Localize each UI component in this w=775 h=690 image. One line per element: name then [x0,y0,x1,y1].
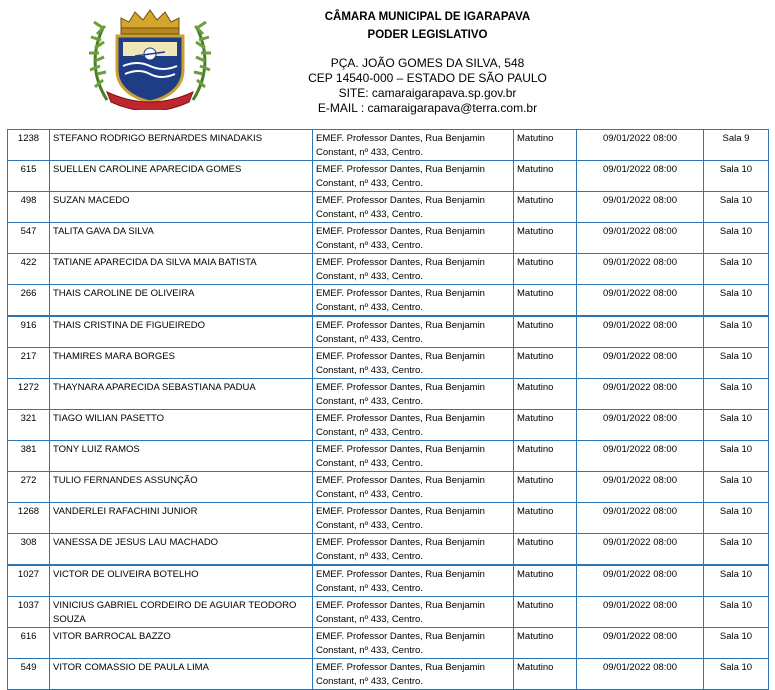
table-row [8,130,769,161]
room-cell: Sala 10 [704,192,769,223]
candidate-name-cell: SUELLEN CAROLINE APARECIDA GOMES [50,161,313,192]
exam-location-cell: EMEF. Professor Dantes, Rua Benjamin Constant, nº 433, Centro. [313,379,514,410]
room-cell: Sala 10 [704,285,769,317]
candidate-name-cell: THAYNARA APARECIDA SEBASTIANA PADUA [50,379,313,410]
exam-datetime-cell: 09/01/2022 08:00 [577,379,704,410]
exam-datetime-cell: 09/01/2022 08:00 [577,254,704,285]
site-line: SITE: camaraigarapava.sp.gov.br [338,86,517,100]
exam-location-cell: EMEF. Professor Dantes, Rua Benjamin Constant, nº 433, Centro. [313,534,514,566]
table-row [8,565,769,597]
shift-cell: Matutino [514,130,577,161]
candidate-id-cell: 547 [8,223,50,254]
table-row [8,503,769,534]
candidate-name-cell: THAMIRES MARA BORGES [50,348,313,379]
table-row [8,161,769,192]
shift-cell: Matutino [514,565,577,597]
shift-cell: Matutino [514,534,577,566]
candidate-id-cell: 422 [8,254,50,285]
candidate-id-cell: 1027 [8,565,50,597]
table-row [8,410,769,441]
exam-datetime-cell: 09/01/2022 08:00 [577,597,704,628]
table-row [8,192,769,223]
table-row [8,379,769,410]
room-cell: Sala 10 [704,472,769,503]
exam-datetime-cell: 09/01/2022 08:00 [577,410,704,441]
exam-datetime-cell: 09/01/2022 08:00 [577,441,704,472]
exam-datetime-cell: 09/01/2022 08:00 [577,130,704,161]
shift-cell: Matutino [514,472,577,503]
candidate-name-cell: VITOR COMASSIO DE PAULA LIMA [50,659,313,690]
shift-cell: Matutino [514,316,577,348]
candidate-id-cell: 321 [8,410,50,441]
table-row [8,534,769,566]
candidate-id-cell: 308 [8,534,50,566]
exam-location-cell: EMEF. Professor Dantes, Rua Benjamin Constant, nº 433, Centro. [313,565,514,597]
room-cell: Sala 10 [704,161,769,192]
candidate-id-cell: 498 [8,192,50,223]
exam-datetime-cell: 09/01/2022 08:00 [577,192,704,223]
exam-location-cell: EMEF. Professor Dantes, Rua Benjamin Constant, nº 433, Centro. [313,192,514,223]
exam-datetime-cell: 09/01/2022 08:00 [577,285,704,317]
exam-location-cell: EMEF. Professor Dantes, Rua Benjamin Constant, nº 433, Centro. [313,223,514,254]
candidate-name-cell: THAIS CRISTINA DE FIGUEIREDO [50,316,313,348]
exam-datetime-cell: 09/01/2022 08:00 [577,565,704,597]
candidate-name-cell: VICTOR DE OLIVEIRA BOTELHO [50,565,313,597]
shift-cell: Matutino [514,285,577,317]
candidate-id-cell: 1268 [8,503,50,534]
table-row [8,659,769,690]
shift-cell: Matutino [514,597,577,628]
candidate-id-cell: 217 [8,348,50,379]
exam-location-cell: EMEF. Professor Dantes, Rua Benjamin Constant, nº 433, Centro. [313,503,514,534]
exam-datetime-cell: 09/01/2022 08:00 [577,223,704,254]
candidate-name-cell: TALITA GAVA DA SILVA [50,223,313,254]
address-line: PÇA. JOÃO GOMES DA SILVA, 548 [330,56,525,70]
table-row [8,472,769,503]
candidate-name-cell: TONY LUIZ RAMOS [50,441,313,472]
exam-location-cell: EMEF. Professor Dantes, Rua Benjamin Constant, nº 433, Centro. [313,254,514,285]
candidate-id-cell: 1238 [8,130,50,161]
cep-line: CEP 14540-000 – ESTADO DE SÃO PAULO [308,71,547,85]
candidate-id-cell: 1037 [8,597,50,628]
shift-cell: Matutino [514,503,577,534]
candidate-name-cell: VANDERLEI RAFACHINI JUNIOR [50,503,313,534]
candidate-name-cell: VINICIUS GABRIEL CORDEIRO DE AGUIAR TEODORO SOUZA [50,597,313,628]
room-cell: Sala 10 [704,410,769,441]
table-row [8,285,769,317]
room-cell: Sala 10 [704,659,769,690]
exam-location-cell: EMEF. Professor Dantes, Rua Benjamin Constant, nº 433, Centro. [313,348,514,379]
municipal-coat-of-arms-icon [85,8,215,110]
shift-cell: Matutino [514,659,577,690]
exam-location-cell: EMEF. Professor Dantes, Rua Benjamin Constant, nº 433, Centro. [313,659,514,690]
shift-cell: Matutino [514,161,577,192]
table-row [8,441,769,472]
exam-location-cell: EMEF. Professor Dantes, Rua Benjamin Constant, nº 433, Centro. [313,161,514,192]
room-cell: Sala 10 [704,348,769,379]
room-cell: Sala 9 [704,130,769,161]
candidate-id-cell: 549 [8,659,50,690]
room-cell: Sala 10 [704,565,769,597]
candidate-name-cell: TATIANE APARECIDA DA SILVA MAIA BATISTA [50,254,313,285]
candidate-id-cell: 916 [8,316,50,348]
room-cell: Sala 10 [704,254,769,285]
email-line: E-MAIL : camaraigarapava@terra.com.br [317,101,538,115]
exam-location-cell: EMEF. Professor Dantes, Rua Benjamin Constant, nº 433, Centro. [313,130,514,161]
room-cell: Sala 10 [704,597,769,628]
exam-location-cell: EMEF. Professor Dantes, Rua Benjamin Constant, nº 433, Centro. [313,597,514,628]
document-header [0,0,775,128]
shift-cell: Matutino [514,254,577,285]
exam-datetime-cell: 09/01/2022 08:00 [577,503,704,534]
exam-location-cell: EMEF. Professor Dantes, Rua Benjamin Constant, nº 433, Centro. [313,316,514,348]
institution-subtitle: PODER LEGISLATIVO [367,29,488,41]
room-cell: Sala 10 [704,316,769,348]
room-cell: Sala 10 [704,441,769,472]
exam-datetime-cell: 09/01/2022 08:00 [577,534,704,566]
room-cell: Sala 10 [704,379,769,410]
candidate-table-body [8,130,769,690]
exam-datetime-cell: 09/01/2022 08:00 [577,472,704,503]
candidate-id-cell: 266 [8,285,50,317]
exam-location-cell: EMEF. Professor Dantes, Rua Benjamin Constant, nº 433, Centro. [313,285,514,317]
exam-location-cell: EMEF. Professor Dantes, Rua Benjamin Constant, nº 433, Centro. [313,410,514,441]
exam-datetime-cell: 09/01/2022 08:00 [577,348,704,379]
exam-datetime-cell: 09/01/2022 08:00 [577,659,704,690]
exam-location-cell: EMEF. Professor Dantes, Rua Benjamin Constant, nº 433, Centro. [313,472,514,503]
room-cell: Sala 10 [704,223,769,254]
candidate-name-cell: STEFANO RODRIGO BERNARDES MINADAKIS [50,130,313,161]
shift-cell: Matutino [514,410,577,441]
candidate-name-cell: TIAGO WILIAN PASETTO [50,410,313,441]
candidate-name-cell: TULIO FERNANDES ASSUNÇÃO [50,472,313,503]
shift-cell: Matutino [514,192,577,223]
institution-title: CÂMARA MUNICIPAL DE IGARAPAVA [324,11,531,23]
candidate-table [7,129,769,690]
room-cell: Sala 10 [704,534,769,566]
candidate-id-cell: 615 [8,161,50,192]
exam-location-cell: EMEF. Professor Dantes, Rua Benjamin Constant, nº 433, Centro. [313,441,514,472]
room-cell: Sala 10 [704,503,769,534]
exam-datetime-cell: 09/01/2022 08:00 [577,628,704,659]
exam-datetime-cell: 09/01/2022 08:00 [577,316,704,348]
candidate-name-cell: THAIS CAROLINE DE OLIVEIRA [50,285,313,317]
table-row [8,597,769,628]
room-cell: Sala 10 [704,628,769,659]
shift-cell: Matutino [514,441,577,472]
candidate-id-cell: 616 [8,628,50,659]
table-row [8,628,769,659]
table-row [8,348,769,379]
table-row [8,223,769,254]
table-row [8,316,769,348]
table-row [8,254,769,285]
shift-cell: Matutino [514,348,577,379]
candidate-id-cell: 272 [8,472,50,503]
shift-cell: Matutino [514,223,577,254]
candidate-name-cell: VITOR BARROCAL BAZZO [50,628,313,659]
candidate-name-cell: SUZAN MACEDO [50,192,313,223]
exam-location-cell: EMEF. Professor Dantes, Rua Benjamin Constant, nº 433, Centro. [313,628,514,659]
candidate-name-cell: VANESSA DE JESUS LAU MACHADO [50,534,313,566]
candidate-id-cell: 1272 [8,379,50,410]
shift-cell: Matutino [514,379,577,410]
shift-cell: Matutino [514,628,577,659]
candidate-id-cell: 381 [8,441,50,472]
exam-datetime-cell: 09/01/2022 08:00 [577,161,704,192]
